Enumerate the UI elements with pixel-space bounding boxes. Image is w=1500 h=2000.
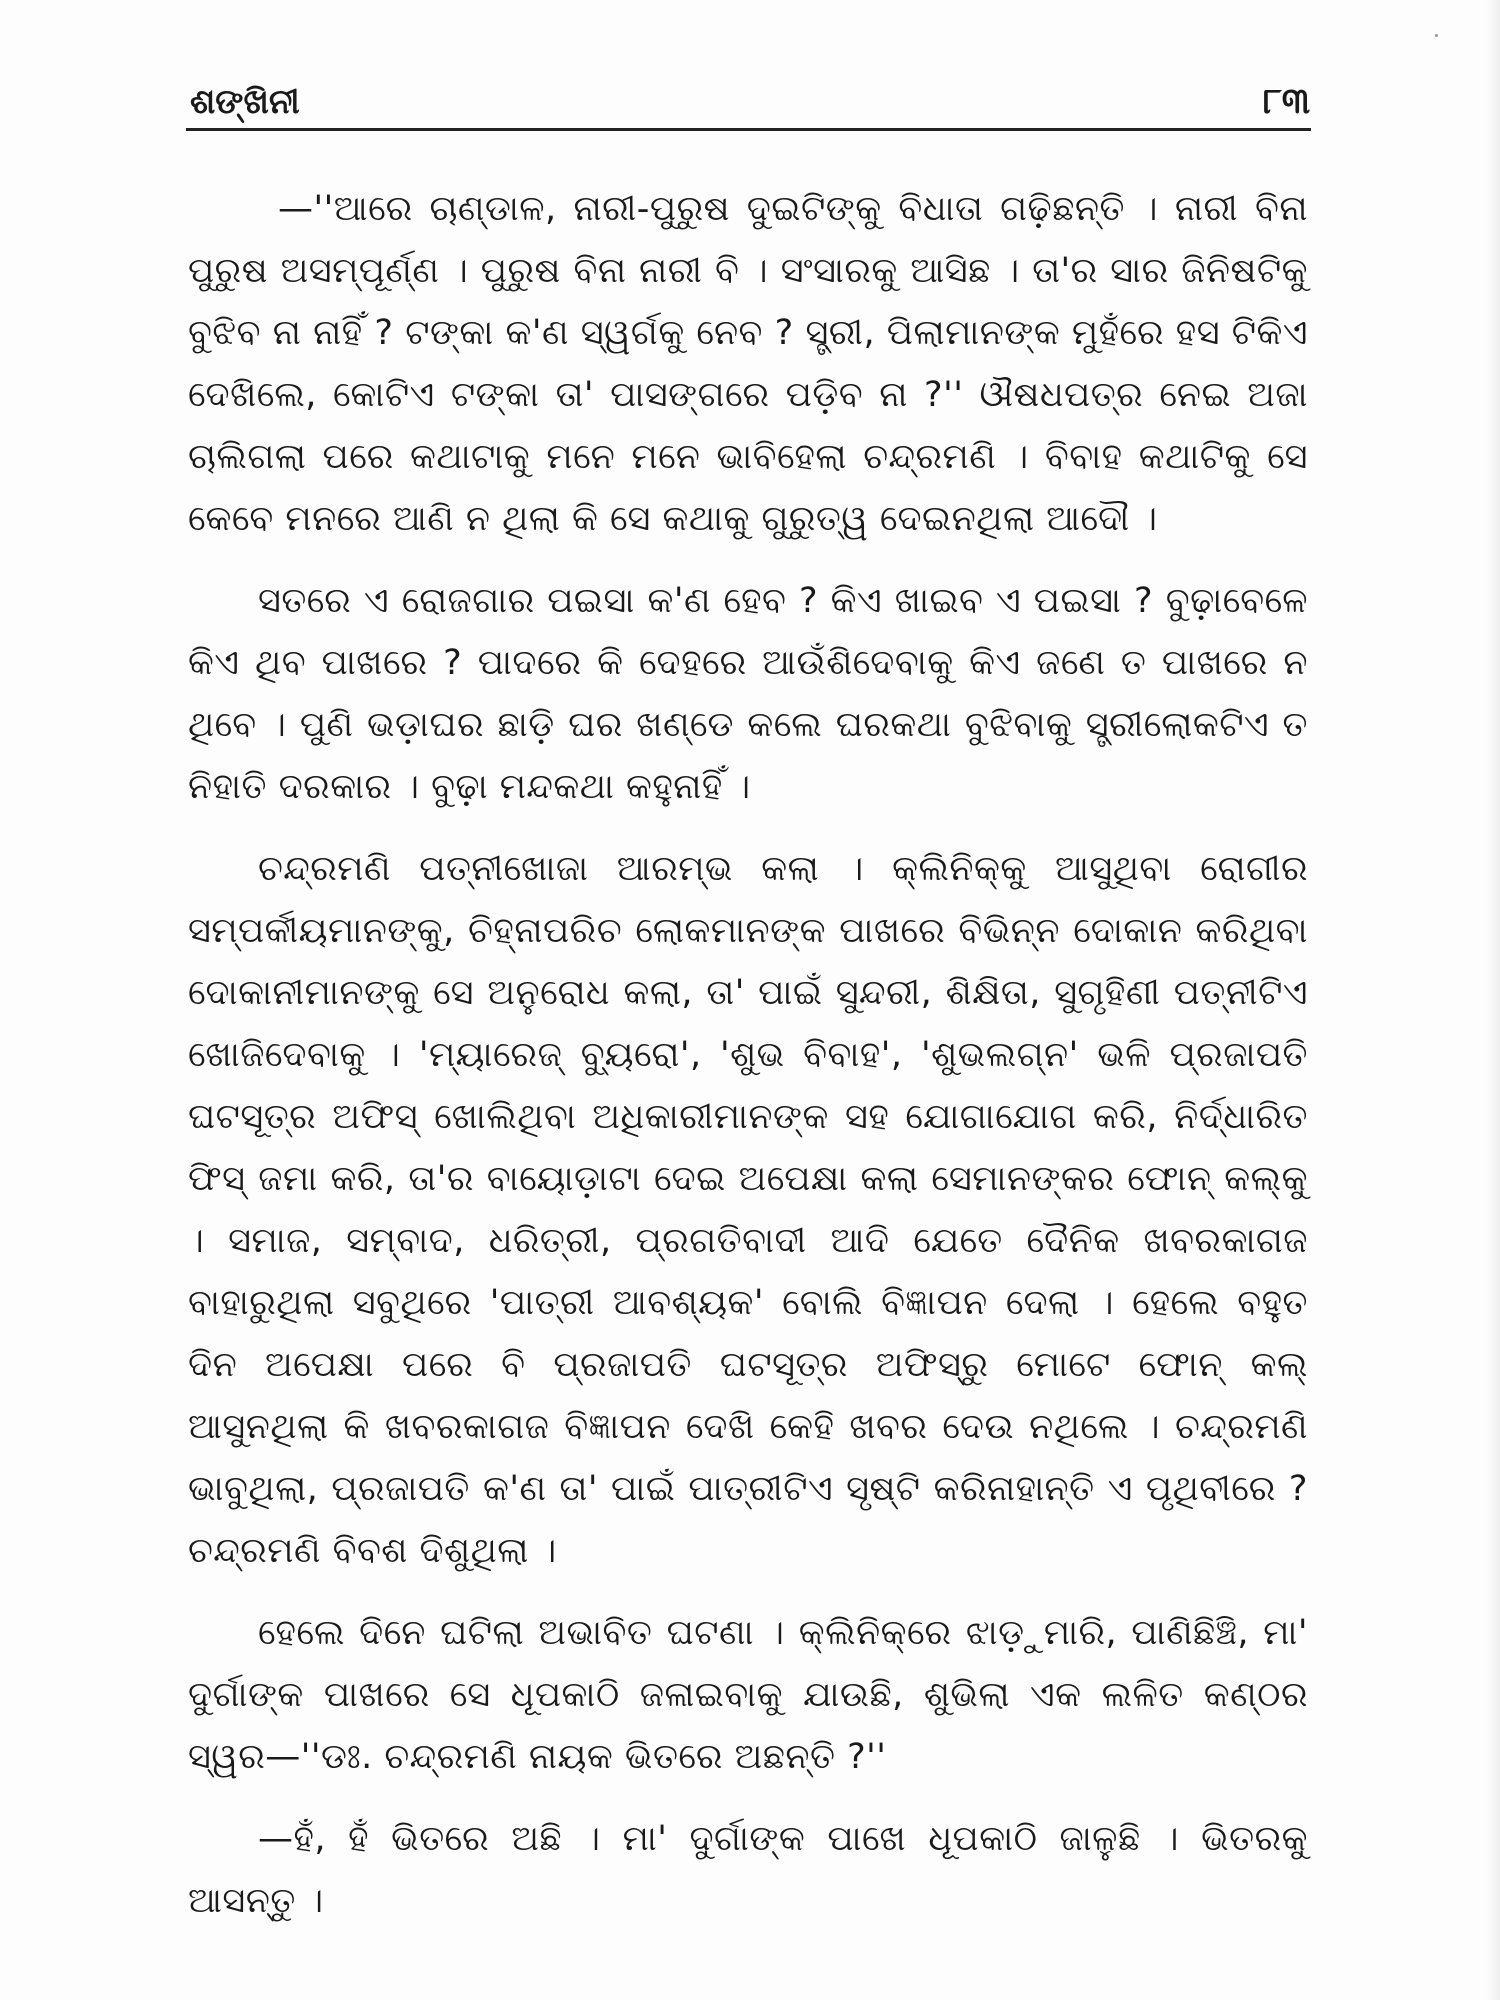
running-title: ଶଙ୍ଖିନୀ bbox=[190, 82, 300, 122]
paragraph-3: ଚନ୍ଦ୍ରମଣି ପତ୍ନୀଖୋଜା ଆରମ୍ଭ କଲା । କ୍ଲିନିକ୍‌କୁ ଆସୁଥିବା ରୋଗୀର ସମ୍ପର୍କୀୟମାନଙ୍କୁ, ଚିହ୍ନାପରିଚ ଲୋକମାନଙ୍କ ପାଖରେ ବିଭିନ୍ନ ଦୋକାନ କରିଥିବା ଦୋକାନୀମାନଙ୍କୁ ସେ ଅନୁରୋଧ କଲା, ତା' ପାଇଁ ସୁନ୍ଦରୀ, ଶିକ୍ଷିତା, ସୁଗୃହିଣୀ ପତ୍ନୀଟିଏ ଖୋଜିଦେବାକୁ । 'ମ୍ୟାରେଜ୍ ବ୍ୟୁରୋ', 'ଶୁଭ ବିବାହ', 'ଶୁଭଲଗ୍ନ' ଭଳି ପ୍ରଜାପତି ଘଟସୂତ୍ର ଅଫିସ୍ ଖୋଲିଥିବା ଅଧିକାରୀମାନଙ୍କ ସହ ଯୋଗାଯୋଗ କରି, ନିର୍ଦ୍ଧାରିତ ଫିସ୍ ଜମା କରି, ତା'ର ବାୟୋଡ଼ାଟା ଦେଇ ଅପେକ୍ଷା କଲା ସେମାନଙ୍କର ଫୋନ୍ କଲ୍‌କୁ । ସମାଜ, ସମ୍ବାଦ, ଧରିତ୍ରୀ, ପ୍ରଗତିବାଦୀ ଆଦି ଯେତେ ଦୈନିକ ଖବରକାଗଜ ବାହାରୁଥିଲା ସବୁଥିରେ 'ପାତ୍ରୀ ଆବଶ୍ୟକ' ବୋଲି ବିଜ୍ଞାପନ ଦେଲା । ହେଲେ ବହୁତ ଦିନ ଅପେକ୍ଷା ପରେ ବି ପ୍ରଜାପତି ଘଟସୂତ୍ର ଅଫିସ୍‌ରୁ ମୋଟେ ଫୋନ୍ କଲ୍ ଆସୁନଥିଲା କି ଖବରକାଗଜ ବିଜ୍ଞାପନ ଦେଖି କେହି ଖବର ଦେଉ ନଥିଲେ । ଚନ୍ଦ୍ରମଣି ଭାବୁଥିଲା, ପ୍ରଜାପତି କ'ଣ ତା' ପାଇଁ ପାତ୍ରୀଟିଏ ସୃଷ୍ଟି କରିନାହାନ୍ତି ଏ ପୃଥିବୀରେ ? ଚନ୍ଦ୍ରମଣି ବିବଶ ଦିଶୁଥିଲା । bbox=[188, 849, 1308, 1571]
page-edge-shadow bbox=[1486, 0, 1500, 2000]
scan-speck bbox=[1435, 34, 1438, 37]
paragraph-5: —ହଁ, ହଁ ଭିତରେ ଅଛି । ମା' ଦୁର୍ଗାଙ୍କ ପାଖେ ଧୂପକାଠି ଜାଳୁଛି । ଭିତରକୁ ଆସନ୍ତୁ । bbox=[188, 1819, 1308, 1921]
paragraph-2: ସତରେ ଏ ରୋଜଗାର ପଇସା କ'ଣ ହେବ ? କିଏ ଖାଇବ ଏ ପଇସା ? ବୁଢ଼ାବେଳେ କିଏ ଥିବ ପାଖରେ ? ପାଦରେ କି ଦେହରେ ଆଉଁଶିଦେବାକୁ କିଏ ଜଣେ ତ ପାଖରେ ନ ଥିବେ । ପୁଣି ଭଡ଼ାଘର ଛାଡ଼ି ଘର ଖଣ୍ଡେ କଲେ ଘରକଥା ବୁଝିବାକୁ ସ୍ତ୍ରୀଲୋକଟିଏ ତ ନିହାତି ଦରକାର । ବୁଢ଼ା ମନ୍ଦକଥା କହୁନାହିଁ । bbox=[188, 581, 1308, 807]
body-text bbox=[188, 178, 1308, 1932]
paragraph-1: —''ଆରେ ଚାଣ୍ଡାଳ, ନାରୀ-ପୁରୁଷ ଦୁଇଟିଙ୍କୁ ବିଧାତା ଗଢ଼ିଛନ୍ତି । ନାରୀ ବିନା ପୁରୁଷ ଅସମ୍ପୂର୍ଣ୍ଣ । ପୁରୁଷ ବିନା ନାରୀ ବି । ସଂସାରକୁ ଆସିଛ । ତା'ର ସାର ଜିନିଷଟିକୁ ବୁଝିବ ନା ନାହିଁ ? ଟଙ୍କା କ'ଣ ସ୍ୱର୍ଗକୁ ନେବ ? ସ୍ତ୍ରୀ, ପିଲାମାନଙ୍କ ମୁହଁରେ ହସ ଟିକିଏ ଦେଖିଲେ, କୋଟିଏ ଟଙ୍କା ତା' ପାସଙ୍ଗରେ ପଡ଼ିବ ନା ?'' ଔଷଧପତ୍ର ନେଇ ଅଜା ଚାଲିଗଲା ପରେ କଥାଟାକୁ ମନେ ମନେ ଭାବିହେଲା ଚନ୍ଦ୍ରମଣି । ବିବାହ କଥାଟିକୁ ସେ କେବେ ମନରେ ଆଣି ନ ଥିଲା କି ସେ କଥାକୁ ଗୁରୁତ୍ୱ ଦେଇନଥିଲା ଆଦୌ । bbox=[188, 189, 1308, 539]
header-rule bbox=[186, 128, 1311, 131]
page-number: ୮୩ bbox=[1262, 81, 1310, 122]
page-header bbox=[190, 80, 1310, 140]
paragraph-4: ହେଲେ ଦିନେ ଘଟିଲା ଅଭାବିତ ଘଟଣା । କ୍ଲିନିକ୍‌ରେ ଝାଡ଼ୁମାରି, ପାଣିଛିଞ୍ଚି, ମା' ଦୁର୍ଗାଙ୍କ ପାଖରେ ସେ ଧୂପକାଠି ଜଳାଇବାକୁ ଯାଉଛି, ଶୁଭିଲା ଏକ ଲଳିତ କଣ୍ଠର ସ୍ୱର—''ଡଃ. ଚନ୍ଦ୍ରମଣି ନାୟକ ଭିତରେ ଅଛନ୍ତି ?'' bbox=[188, 1613, 1308, 1777]
